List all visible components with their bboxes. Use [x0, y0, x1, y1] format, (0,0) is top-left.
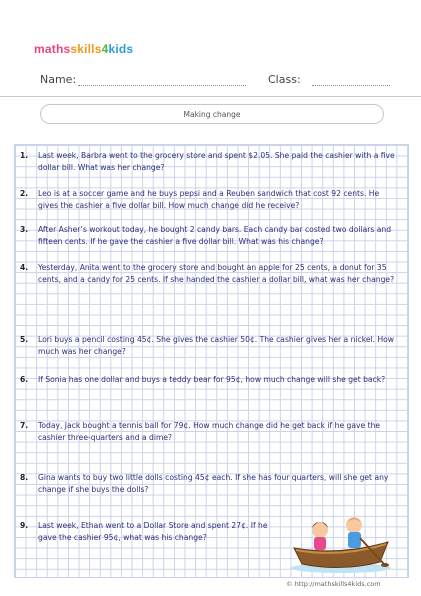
- logo: [34, 42, 133, 56]
- boat-hull: [294, 542, 388, 568]
- question-text: If Sonia has one dollar and buys a teddy bear for 95¢, how much change will she get back?: [38, 375, 386, 384]
- question-text: Yesterday, Anita went to the grocery store and bought an apple for 25 cents, a donut for 35 cents, and a candy for 25 cents. If she handed the cashier a dollar bill, what was her change?: [38, 263, 395, 285]
- question-5: [22, 334, 397, 359]
- name-field-line[interactable]: [78, 85, 246, 86]
- logo-part-kids: kids: [108, 42, 134, 56]
- question-number: 3.: [20, 225, 29, 234]
- question-text: Leo is at a soccer game and he buys pepsi and a Reuben sandwich that cost 92 cents. He gives the cashier a five dollar bill. How much change did he receive?: [38, 189, 380, 211]
- question-8: [22, 472, 397, 497]
- question-3: [22, 224, 397, 249]
- question-number: 8.: [20, 473, 29, 482]
- question-number: 7.: [20, 421, 29, 430]
- question-text: After Asher’s workout today, he bought 2 candy bars. Each candy bar costed two dollars and fifteen cents. If he gave the cashier a five dollar bill. What was his change?: [38, 225, 392, 247]
- logo-part-4: 4: [101, 42, 109, 56]
- question-text: Last week, Ethan went to a Dollar Store and spent 27¢. If he gave the cashier 95¢, what was his change?: [38, 521, 268, 543]
- question-text: Last week, Barbra went to the grocery store and spent $2.05. She paid the cashier with a five dollar bill. What was her change?: [38, 151, 395, 173]
- question-4: [22, 262, 397, 287]
- question-number: 2.: [20, 189, 29, 198]
- class-field-line[interactable]: [312, 85, 390, 86]
- question-9: [22, 520, 284, 545]
- boy-body: [348, 532, 361, 548]
- kids-in-boat-illustration: [288, 512, 394, 574]
- question-2: [22, 188, 397, 213]
- question-number: 6.: [20, 375, 29, 384]
- question-text: Gina wants to buy two little dolls costing 45¢ each. If she has four quarters, will she get any change if she buys the dolls?: [38, 473, 389, 495]
- question-number: 4.: [20, 263, 29, 272]
- question-7: [22, 420, 397, 445]
- logo-part-skills: skills: [70, 42, 102, 56]
- header-divider: [0, 96, 421, 97]
- oar-blade: [381, 563, 389, 567]
- question-6: [22, 374, 397, 386]
- name-label: Name:: [40, 73, 77, 86]
- question-number: 9.: [20, 521, 29, 530]
- question-text: Today, Jack bought a tennis ball for 79¢. How much change did he get back if he gave the cashier three-quarters and a dime?: [38, 421, 381, 443]
- copyright-footer: © http://mathskills4kids.com: [286, 580, 381, 588]
- girl-body: [314, 537, 326, 550]
- question-number: 5.: [20, 335, 29, 344]
- question-1: [22, 150, 397, 175]
- boy-head: [346, 517, 362, 533]
- logo-part-maths: maths: [34, 42, 71, 56]
- worksheet-title: Making change: [40, 104, 384, 124]
- class-label: Class:: [268, 73, 301, 86]
- question-text: Lori buys a pencil costing 45¢. She gives the cashier 50¢. The cashier gives her a nickel. How much was her change?: [38, 335, 395, 357]
- question-number: 1.: [20, 151, 29, 160]
